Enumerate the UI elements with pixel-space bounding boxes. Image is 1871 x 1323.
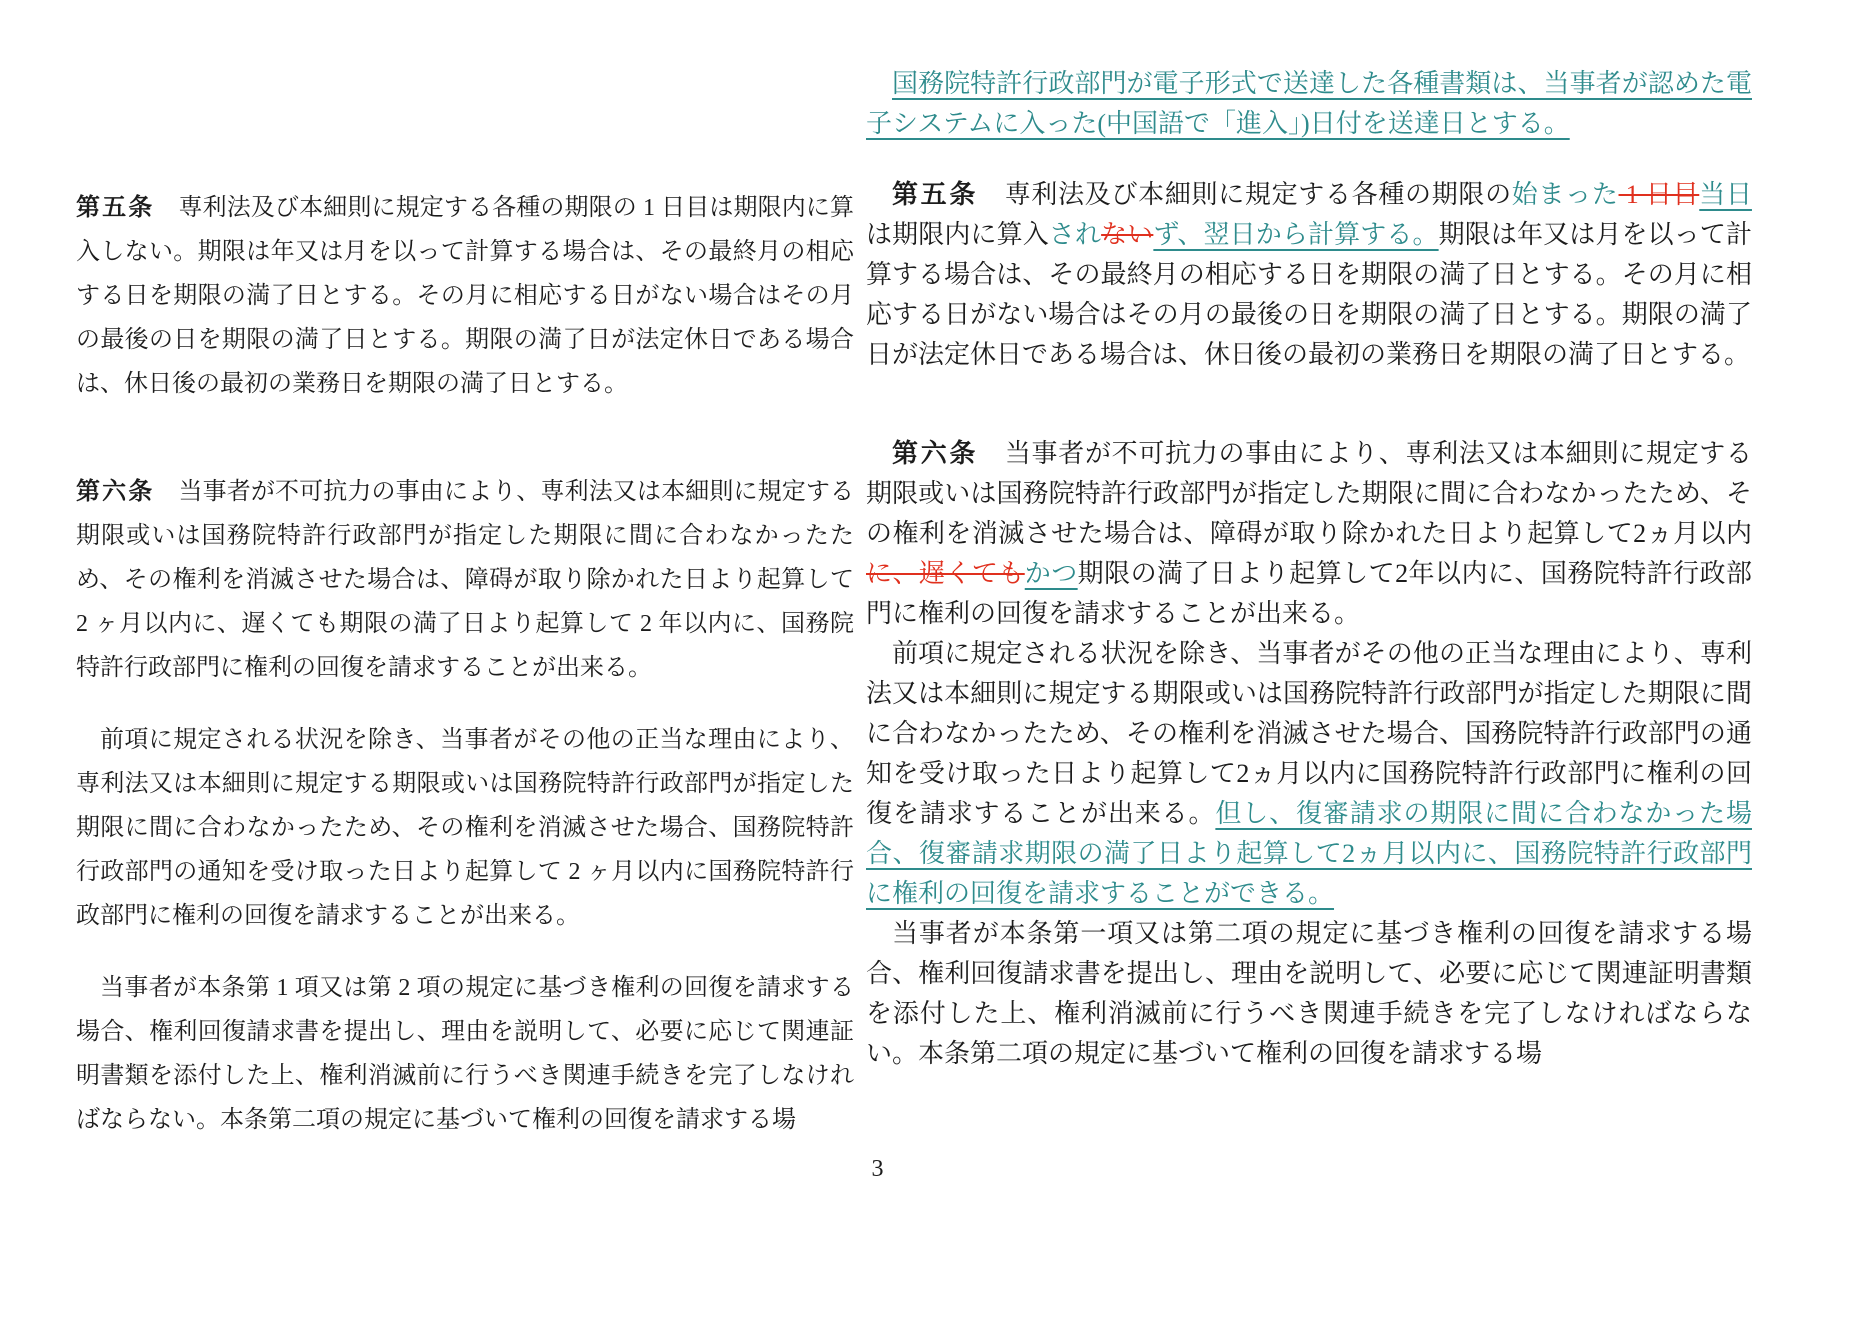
text-run-ins: 当日: [1699, 180, 1752, 209]
text-run-normal: 前項に規定される状況を除き、当事者がその他の正当な理由により、専利法又は本細則に規定する期限或いは国務院特許行政部門が指定した期限に間に合わなかったため、その権利を消滅させた場合、国務院特許行政部門の通知を受け取った日より起算して2ヵ月以内に国務院特許行政部門に権利の回復を請求することが出来る。: [866, 639, 1752, 828]
revised-text-column-with-tracked-changes: [866, 64, 1752, 1074]
right-article-5: [866, 174, 1752, 375]
right-article-6-para-2: [866, 634, 1752, 914]
text-run-normal: 当事者が不可抗力の事由により、専利法又は本細則に規定する期限或いは国務院特許行政部門が指定した期限に間に合わなかったため、その権利を消滅させた場合は、障碍が取り除かれた日より起算して 2 ヶ月以内に、遅くても期限の満了日より起算して 2 年以内に、国務院特許行政部門に権利の回復を請求することが出来る。: [76, 479, 855, 681]
text-run-normal: 当事者が本条第一項又は第二項の規定に基づき権利の回復を請求する場合、権利回復請求書を提出し、理由を説明して、必要に応じて関連証明書類を添付した上、権利消滅前に行うべき関連手続きを完了しなければならない。本条第二項の規定に基づいて権利の回復を請求する場: [866, 919, 1752, 1068]
text-run-bold: 第五条: [76, 194, 155, 221]
text-run-ins: 国務院特許行政部門が電子形式で送達した各種書類は、当事者が認めた電子システムに入った(中国語で「進入」)日付を送達日とする。: [866, 69, 1752, 138]
left-article-6-para-3: [76, 966, 854, 1142]
text-run-bold: 第六条: [76, 478, 155, 505]
text-run-normal: 専利法及び本細則に規定する各種の期限の 1 日目は期限内に算入しない。期限は年又は月を以って計算する場合は、その最終月の相応する日を期限の満了日とする。その月に相応する日がない場合はその月の最後の日を期限の満了日とする。期限の満了日が法定休日である場合は、休日後の最初の業務日を期限の満了日とする。: [76, 195, 854, 397]
text-run-normal: 前項に規定される状況を除き、当事者がその他の正当な理由により、専利法又は本細則に規定する期限或いは国務院特許行政部門が指定した期限に間に合わなかったため、その権利を消滅させた場合、国務院特許行政部門の通知を受け取った日より起算して 2 ヶ月以内に国務院特許行政部門に権利の回復を請求することが出来る。: [76, 727, 854, 929]
left-article-6-para-1: [76, 470, 854, 690]
text-run-ins: ず、翌日から計算する。: [1153, 220, 1439, 249]
text-run-normal: 期限は年又は月を以って計算する場合は、その最終月の相応する日を期限の満了日とする。その月に相応する日がない場合はその月の最後の日を期限の満了日とする。期限の満了日が法定休日である場合は、休日後の最初の業務日を期限の満了日とする。: [866, 220, 1752, 369]
text-run-ins: かつ: [1024, 559, 1078, 588]
text-run-ins-plain: され: [1048, 220, 1102, 249]
original-text-column: [76, 186, 854, 1142]
text-run-normal: 専利法及び本細則に規定する各種の期限の: [978, 180, 1512, 209]
left-article-5: [76, 186, 854, 406]
page-number: 3: [871, 1156, 884, 1182]
right-inserted-service-clause: [866, 64, 1752, 144]
left-article-6-para-2: [76, 718, 854, 938]
text-run-del: ない: [1101, 220, 1154, 249]
text-run-del: 1 日目: [1618, 180, 1700, 209]
text-run-normal: 当事者が不可抗力の事由により、専利法又は本細則に規定する期限或いは国務院特許行政部門が指定した期限に間に合わなかったため、その権利を消滅させた場合は、障碍が取り除かれた日より起算して2ヵ月以内: [866, 439, 1752, 548]
text-run-bold: 第五条: [892, 179, 979, 209]
text-run-normal: 当事者が本条第 1 項又は第 2 項の規定に基づき権利の回復を請求する場合、権利回復請求書を提出し、理由を説明して、必要に応じて関連証明書類を添付した上、権利消滅前に行うべき関連手続きを完了しなければならない。本条第二項の規定に基づいて権利の回復を請求する場: [76, 975, 854, 1133]
text-run-del: に、遅くても: [866, 559, 1025, 588]
right-article-6-para-1: [866, 433, 1752, 634]
text-run-ins-plain: 始まった: [1511, 180, 1619, 209]
text-run-normal: は期限内に算入: [866, 220, 1049, 249]
right-article-6-para-3: [866, 914, 1752, 1074]
text-run-ins: 但し、復審請求の期限に間に合わなかった場合、復審請求期限の満了日より起算して2ヵ月以内に、国務院特許行政部門に権利の回復を請求することができる。: [866, 799, 1752, 908]
text-run-bold: 第六条: [892, 438, 979, 468]
text-run-normal: 期限の満了日より起算して2年以内に、国務院特許行政部門に権利の回復を請求することが出来る。: [866, 559, 1752, 628]
